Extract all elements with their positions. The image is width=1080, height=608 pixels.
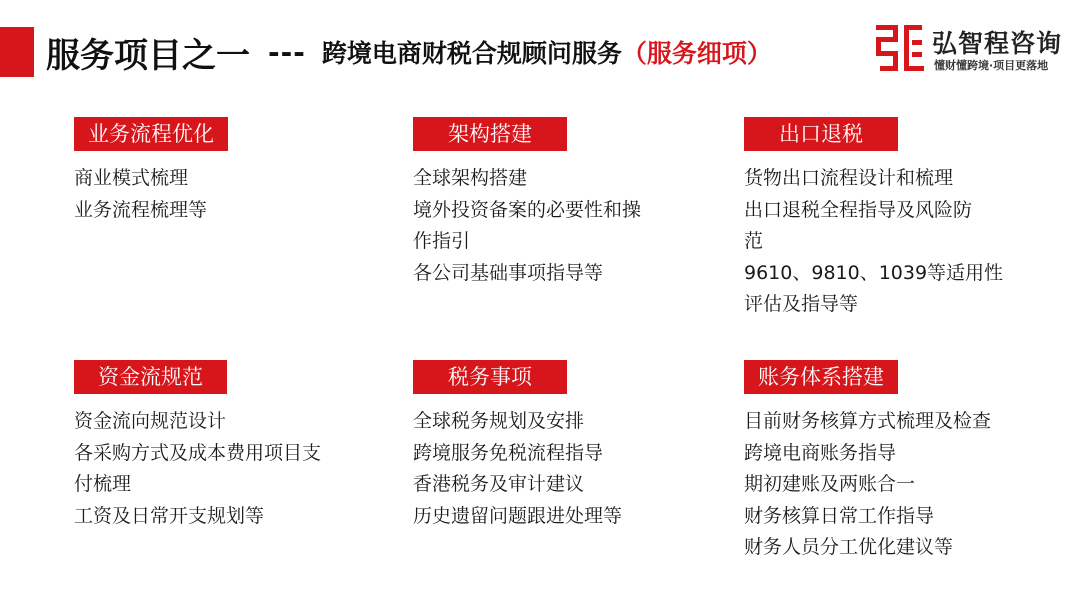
section-tag: 架构搭建 [413, 117, 567, 151]
list-item: 历史遗留问题跟进处理等 [413, 504, 623, 527]
list-item: 资金流向规范设计 [74, 410, 227, 432]
section-tag: 资金流规范 [74, 360, 227, 394]
list-item: 各公司基础事项指导等 [413, 261, 604, 284]
section-business-process [74, 117, 228, 226]
section-structure [413, 117, 641, 289]
brand-name: 弘智程咨询 [932, 29, 1063, 58]
title-accent-bar [0, 27, 34, 77]
list-item: 业务流程梳理等 [74, 198, 208, 221]
list-item: 跨境服务免税流程指导 [413, 441, 604, 464]
list-item: 出口退税全程指导及风险防 [744, 198, 973, 221]
page-title-main: 服务项目之一 [46, 35, 250, 76]
brand [874, 22, 1064, 78]
section-fund-flow [74, 360, 321, 532]
brand-logo-icon [874, 22, 926, 76]
page-title-dash: --- [268, 35, 306, 69]
section-tax-matters [413, 360, 622, 532]
list-item: 范 [744, 230, 764, 252]
list-item: 境外投资备案的必要性和操 [413, 198, 642, 221]
section-tag: 业务流程优化 [74, 117, 228, 151]
section-tag: 税务事项 [413, 360, 567, 394]
list-item: 作指引 [413, 230, 471, 252]
list-item: 商业模式梳理 [74, 167, 189, 189]
list-item: 香港税务及审计建议 [413, 473, 585, 495]
section-tag: 出口退税 [744, 117, 898, 151]
list-item: 全球税务规划及安排 [413, 410, 585, 432]
list-item: 工资及日常开支规划等 [74, 504, 265, 527]
page-title-note: （服务细项） [621, 39, 772, 68]
list-item: 目前财务核算方式梳理及检查 [744, 410, 992, 432]
section-export-rebate [744, 117, 1003, 321]
list-item: 付梳理 [74, 473, 132, 495]
section-tag: 账务体系搭建 [744, 360, 898, 394]
list-item: 货物出口流程设计和梳理 [744, 167, 954, 189]
list-item: 财务人员分工优化建议等 [744, 536, 954, 558]
brand-slogan: 懂财懂跨境·项目更落地 [934, 59, 1049, 72]
section-accounting-system [744, 360, 991, 564]
list-item: 跨境电商账务指导 [744, 441, 897, 464]
list-item: 全球架构搭建 [413, 167, 528, 189]
list-item: 9610、9810、1039等适用性 [744, 261, 1004, 284]
list-item: 各采购方式及成本费用项目支 [74, 441, 322, 464]
page-title-subtitle: 跨境电商财税合规顾问服务 [321, 39, 622, 68]
list-item: 评估及指导等 [744, 293, 859, 315]
page-title [46, 24, 772, 80]
list-item: 期初建账及两账合一 [744, 473, 916, 495]
list-item: 财务核算日常工作指导 [744, 504, 935, 527]
